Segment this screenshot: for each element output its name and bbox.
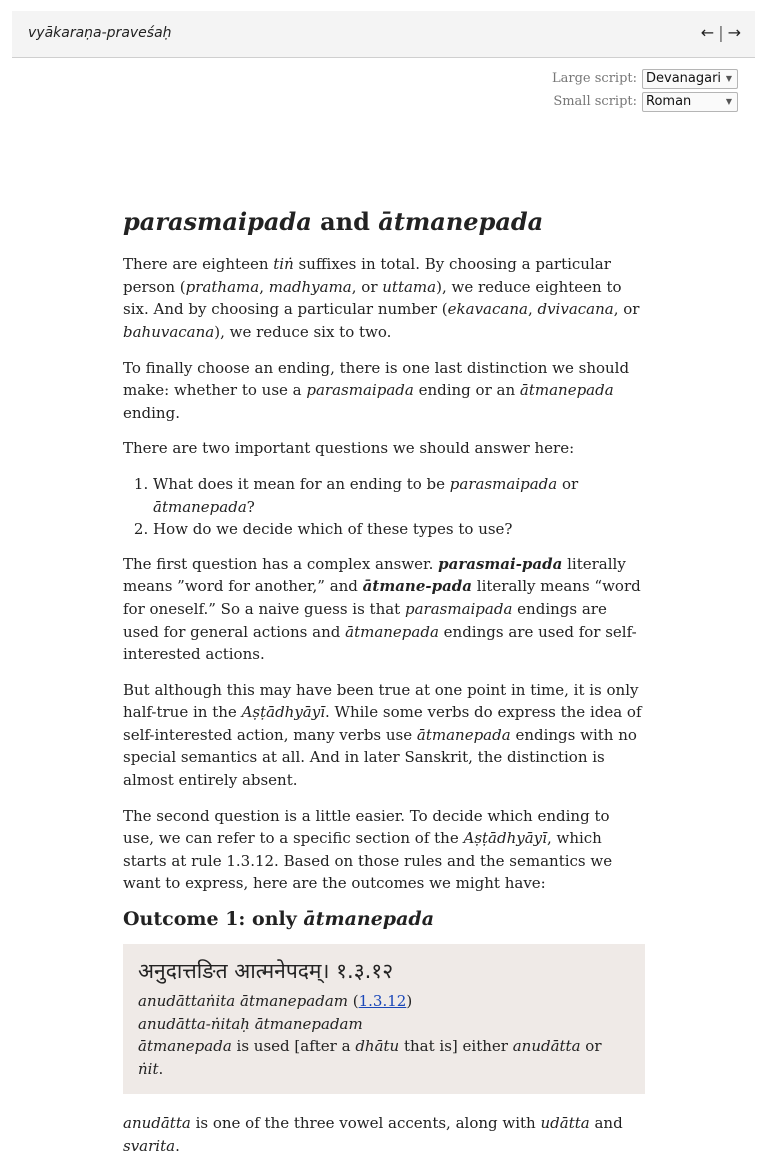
list-item xyxy=(153,473,645,518)
term: madhyama xyxy=(268,277,352,296)
text: suffixes in total. By choosing a particular person ( xyxy=(123,255,611,296)
large-script-value: Devanagari xyxy=(646,71,722,86)
term: uttama xyxy=(382,277,437,296)
text: , xyxy=(527,300,538,319)
text: To finally choose an ending, there is one last distinction we should make: whether to use a xyxy=(123,358,630,400)
sutra-devanagari: अनुदात्तङित आत्मनेपदम्। १.३.१२ xyxy=(138,959,394,984)
paragraph-4 xyxy=(123,553,645,666)
term: svarita xyxy=(123,1137,176,1155)
term: ātmanepada xyxy=(153,497,247,516)
prev-page-arrow-icon[interactable]: ← xyxy=(700,23,715,42)
large-script-select[interactable] xyxy=(642,69,738,89)
large-script-label: Large script: xyxy=(552,71,637,86)
term: dhātu xyxy=(355,1037,400,1056)
term: parasmai-pada xyxy=(438,554,563,573)
text: . While some verbs do express the idea of self-interested action, many verbs use xyxy=(123,703,642,744)
text: or xyxy=(557,474,579,493)
term: tiṅ xyxy=(273,255,294,274)
text: Outcome 1: only xyxy=(123,908,304,931)
site-title-link[interactable]: vyākaraṇa-praveśaḥ xyxy=(28,25,172,41)
text: . xyxy=(158,1059,164,1078)
text: or xyxy=(580,1037,602,1056)
nav-separator: | xyxy=(718,23,724,42)
term: ātmane-pada xyxy=(362,577,473,596)
text: is one of the three vowel accents, along with xyxy=(190,1114,541,1133)
term: ātmanepada xyxy=(138,1037,232,1056)
chevron-down-icon: ▼ xyxy=(725,97,732,106)
text: endings are used for general actions and xyxy=(123,599,607,641)
text: , xyxy=(259,277,269,296)
paragraph-6 xyxy=(123,805,645,895)
paragraph-2 xyxy=(123,357,645,425)
page-nav xyxy=(701,23,741,42)
text: , which starts at rule 1.3.12. Based on those rules and the semantics we want to express, here are the outcomes we might have: xyxy=(123,829,613,893)
term: ātmanepada xyxy=(303,908,435,931)
paragraph-1 xyxy=(123,253,645,343)
next-page-arrow-icon[interactable]: → xyxy=(727,23,741,42)
script-settings xyxy=(552,67,738,113)
section-heading xyxy=(123,908,645,930)
term: ātmanepada xyxy=(345,622,439,641)
title-conj: and xyxy=(311,207,379,236)
rule-link[interactable]: 1.3.12 xyxy=(358,992,407,1011)
questions-list xyxy=(123,473,645,541)
text: The first question has a complex answer. xyxy=(123,554,439,573)
term: prathama xyxy=(185,277,260,296)
text: There are eighteen xyxy=(123,255,274,274)
large-script-row xyxy=(552,67,738,90)
sutra-box xyxy=(123,944,645,1094)
term: ātmanepada xyxy=(519,381,614,400)
small-script-label: Small script: xyxy=(553,94,637,109)
text: ), we reduce six to two. xyxy=(214,322,392,341)
article xyxy=(123,200,645,1171)
term: parasmaipada xyxy=(449,474,558,493)
sutra-split: anudātta-ṅitaḥ ātmanepadam xyxy=(138,1014,363,1033)
paragraph-7 xyxy=(123,1112,645,1157)
paragraph-3: There are two important questions we should answer here: xyxy=(123,439,575,458)
text: endings are used for self-interested actions. xyxy=(123,622,637,664)
text: literally means “word for oneself.” So a naive guess is that xyxy=(123,577,641,618)
term: Aṣṭādhyāyī xyxy=(463,829,547,848)
text: and xyxy=(589,1114,623,1133)
text: that is] either xyxy=(399,1037,513,1056)
text: ending or an xyxy=(413,381,520,400)
text: ? xyxy=(246,497,255,516)
text: , or xyxy=(351,277,383,296)
title-term-2: ātmanepada xyxy=(378,207,544,236)
text: endings with no special semantics at all. And in later Sanskrit, the distinction is almost entirely absent. xyxy=(123,725,637,790)
chevron-down-icon: ▼ xyxy=(725,74,732,83)
term: ātmanepada xyxy=(416,725,511,744)
small-script-row xyxy=(552,90,738,113)
term: bahuvacana xyxy=(123,322,215,341)
term: Aṣṭādhyāyī xyxy=(241,703,326,722)
top-bar xyxy=(12,11,755,58)
term: dvivacana xyxy=(537,300,614,319)
term: ṅit xyxy=(138,1059,159,1078)
text: ) xyxy=(406,992,413,1011)
text: . xyxy=(175,1137,180,1155)
term: udātta xyxy=(540,1114,590,1133)
small-script-select[interactable] xyxy=(642,92,738,112)
text: ending. xyxy=(123,403,180,422)
sutra-gloss xyxy=(138,1035,630,1080)
text: ), we reduce eighteen to six. And by choosing a particular number ( xyxy=(123,277,622,319)
page-title xyxy=(123,206,645,237)
term: anudātta xyxy=(123,1114,191,1133)
term: parasmaipada xyxy=(404,599,513,618)
small-script-value: Roman xyxy=(646,94,692,109)
text: But although this may have been true at one point in time, it is only half-true in the xyxy=(123,680,639,722)
text: ( xyxy=(348,992,359,1011)
text: is used [after a xyxy=(231,1037,356,1056)
sutra-roman-line xyxy=(138,990,630,1013)
term: anudātta xyxy=(512,1037,581,1056)
list-item: 2. How do we decide which of these types to use? xyxy=(153,518,645,541)
text: The second question is a little easier. To decide which ending to use, we can refer to a specific section of the xyxy=(123,806,610,848)
paragraph-5 xyxy=(123,679,645,792)
term: parasmaipada xyxy=(306,381,414,400)
term: ekavacana xyxy=(447,300,528,319)
text: What does it mean for an ending to be xyxy=(153,474,450,493)
sutra-roman: anudāttaṅita ātmanepadam xyxy=(138,992,348,1011)
text: , or xyxy=(613,300,640,319)
title-term-1: parasmaipada xyxy=(123,207,312,236)
text: literally means ”word for another,” and xyxy=(123,554,626,596)
